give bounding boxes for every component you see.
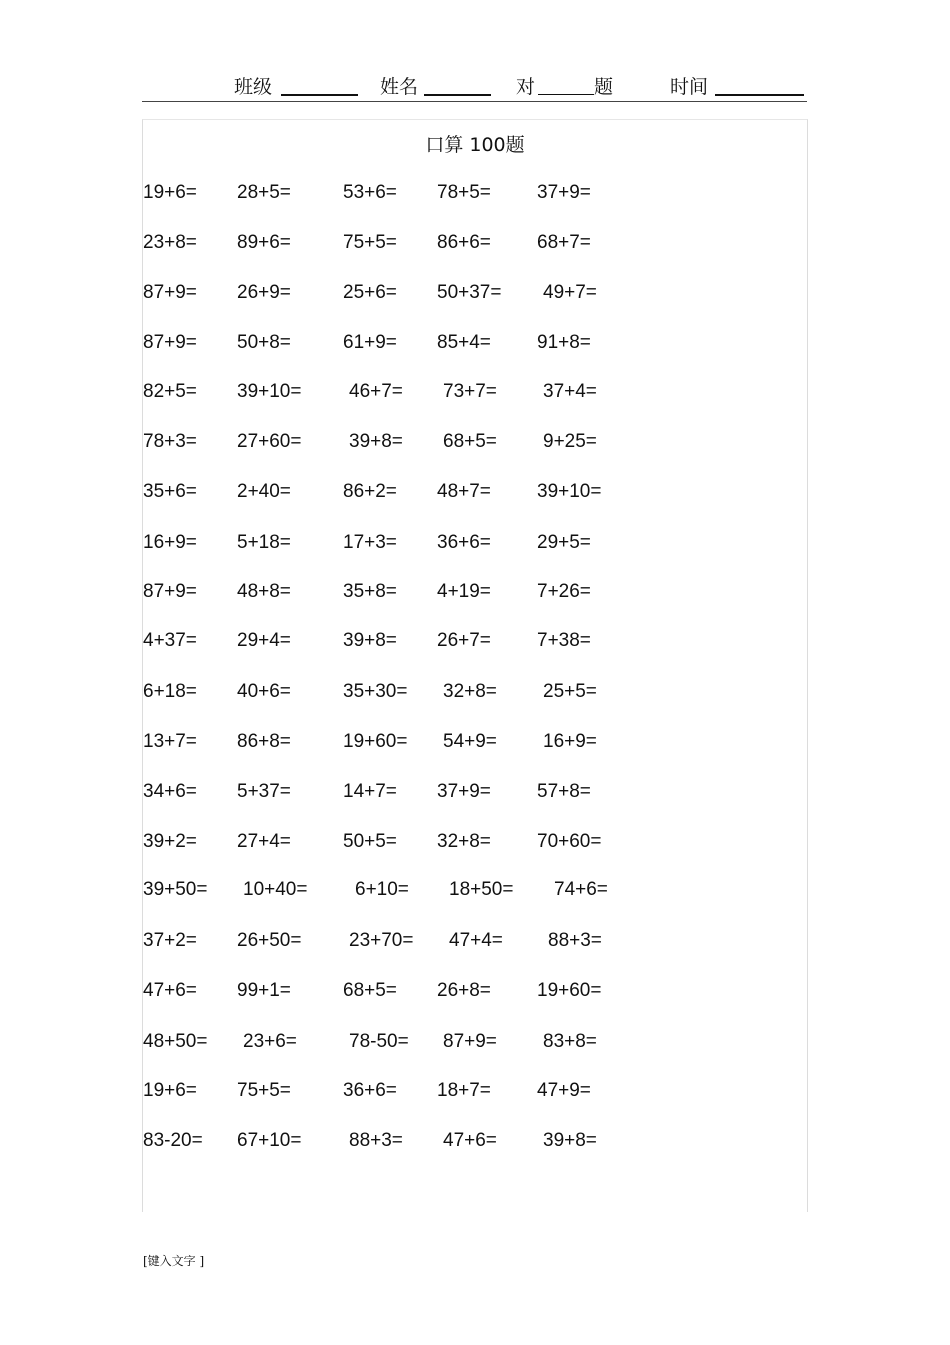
problem-item: 50+37= <box>437 282 502 303</box>
problem-item: 85+4= <box>437 332 491 353</box>
problem-item: 36+6= <box>437 532 491 553</box>
problem-item: 17+3= <box>343 532 397 553</box>
problem-item: 54+9= <box>443 731 497 752</box>
problem-item: 68+5= <box>443 431 497 452</box>
questions-label: 题 <box>594 76 614 98</box>
problem-item: 48+8= <box>237 581 291 602</box>
problem-item: 88+3= <box>349 1130 403 1151</box>
problem-item: 86+6= <box>437 232 491 253</box>
problem-item: 26+7= <box>437 630 491 651</box>
problem-item: 26+8= <box>437 980 491 1001</box>
problem-item: 23+70= <box>349 930 414 951</box>
class-label: 班级 <box>234 76 273 98</box>
problem-item: 78+5= <box>437 182 491 203</box>
problem-item: 32+8= <box>443 681 497 702</box>
problem-item: 87+9= <box>143 581 197 602</box>
problem-item: 27+60= <box>237 431 302 452</box>
problem-item: 23+8= <box>143 232 197 253</box>
problem-item: 74+6= <box>554 879 608 900</box>
problem-item: 87+9= <box>443 1031 497 1052</box>
problem-item: 87+9= <box>143 282 197 303</box>
problem-item: 29+5= <box>537 532 591 553</box>
problem-item: 50+8= <box>237 332 291 353</box>
problem-item: 78+3= <box>143 431 197 452</box>
problem-item: 73+7= <box>443 381 497 402</box>
time-label: 时间 <box>670 76 709 98</box>
problem-item: 39+8= <box>543 1130 597 1151</box>
problem-item: 26+9= <box>237 282 291 303</box>
problem-item: 50+5= <box>343 831 397 852</box>
problem-item: 67+10= <box>237 1130 302 1151</box>
problem-item: 75+5= <box>237 1080 291 1101</box>
problem-item: 46+7= <box>349 381 403 402</box>
problem-item: 18+50= <box>449 879 514 900</box>
problem-item: 4+19= <box>437 581 491 602</box>
problem-item: 19+60= <box>343 731 408 752</box>
name-blank <box>424 94 491 96</box>
problem-item: 35+6= <box>143 481 197 502</box>
problem-item: 47+9= <box>537 1080 591 1101</box>
problem-item: 23+6= <box>243 1031 297 1052</box>
problem-item: 48+50= <box>143 1031 208 1052</box>
problem-item: 70+60= <box>537 831 602 852</box>
problem-item: 82+5= <box>143 381 197 402</box>
problem-item: 89+6= <box>237 232 291 253</box>
problem-item: 7+26= <box>537 581 591 602</box>
problem-item: 36+6= <box>343 1080 397 1101</box>
worksheet-header <box>0 70 950 100</box>
problem-item: 29+4= <box>237 630 291 651</box>
problem-item: 6+10= <box>355 879 409 900</box>
problem-item: 14+7= <box>343 781 397 802</box>
problem-item: 4+37= <box>143 630 197 651</box>
problem-item: 87+9= <box>143 332 197 353</box>
problem-item: 75+5= <box>343 232 397 253</box>
problem-item: 57+8= <box>537 781 591 802</box>
problem-item: 19+60= <box>537 980 602 1001</box>
problem-item: 18+7= <box>437 1080 491 1101</box>
problem-item: 35+30= <box>343 681 408 702</box>
problem-item: 13+7= <box>143 731 197 752</box>
problem-item: 10+40= <box>243 879 308 900</box>
problem-item: 83-20= <box>143 1130 203 1151</box>
problem-item: 26+50= <box>237 930 302 951</box>
worksheet-title: 口算 100题 <box>425 134 525 156</box>
problem-item: 39+2= <box>143 831 197 852</box>
class-blank <box>281 94 358 96</box>
problem-item: 86+8= <box>237 731 291 752</box>
problem-item: 6+18= <box>143 681 197 702</box>
problem-item: 35+8= <box>343 581 397 602</box>
problem-item: 39+50= <box>143 879 208 900</box>
problem-item: 91+8= <box>537 332 591 353</box>
problem-item: 37+4= <box>543 381 597 402</box>
problem-item: 37+9= <box>537 182 591 203</box>
problem-item: 7+38= <box>537 630 591 651</box>
problem-item: 88+3= <box>548 930 602 951</box>
problem-item: 19+6= <box>143 182 197 203</box>
problem-item: 86+2= <box>343 481 397 502</box>
problem-item: 2+40= <box>237 481 291 502</box>
problem-item: 16+9= <box>143 532 197 553</box>
time-blank <box>715 94 804 96</box>
problem-item: 9+25= <box>543 431 597 452</box>
problem-item: 25+5= <box>543 681 597 702</box>
header-rule <box>142 101 807 102</box>
name-label: 姓名 <box>380 76 419 98</box>
problem-item: 32+8= <box>437 831 491 852</box>
problem-item: 99+1= <box>237 980 291 1001</box>
problem-item: 40+6= <box>237 681 291 702</box>
problem-item: 83+8= <box>543 1031 597 1052</box>
problem-item: 47+4= <box>449 930 503 951</box>
footer-placeholder: [键入文字 ] <box>143 1254 205 1268</box>
problem-item: 39+10= <box>237 381 302 402</box>
problem-item: 39+8= <box>349 431 403 452</box>
problem-item: 28+5= <box>237 182 291 203</box>
problem-item: 61+9= <box>343 332 397 353</box>
problem-item: 19+6= <box>143 1080 197 1101</box>
problem-item: 48+7= <box>437 481 491 502</box>
problem-item: 47+6= <box>443 1130 497 1151</box>
problem-item: 5+37= <box>237 781 291 802</box>
problem-item: 47+6= <box>143 980 197 1001</box>
problem-item: 34+6= <box>143 781 197 802</box>
problem-item: 49+7= <box>543 282 597 303</box>
correct-count-blank <box>538 94 594 95</box>
problem-item: 37+2= <box>143 930 197 951</box>
problem-item: 78-50= <box>349 1031 409 1052</box>
problem-item: 39+10= <box>537 481 602 502</box>
problem-item: 68+7= <box>537 232 591 253</box>
problem-item: 16+9= <box>543 731 597 752</box>
problem-item: 5+18= <box>237 532 291 553</box>
problem-item: 53+6= <box>343 182 397 203</box>
problem-item: 25+6= <box>343 282 397 303</box>
problem-item: 39+8= <box>343 630 397 651</box>
problem-item: 68+5= <box>343 980 397 1001</box>
correct-label: 对 <box>516 76 536 98</box>
problem-item: 37+9= <box>437 781 491 802</box>
problem-item: 27+4= <box>237 831 291 852</box>
